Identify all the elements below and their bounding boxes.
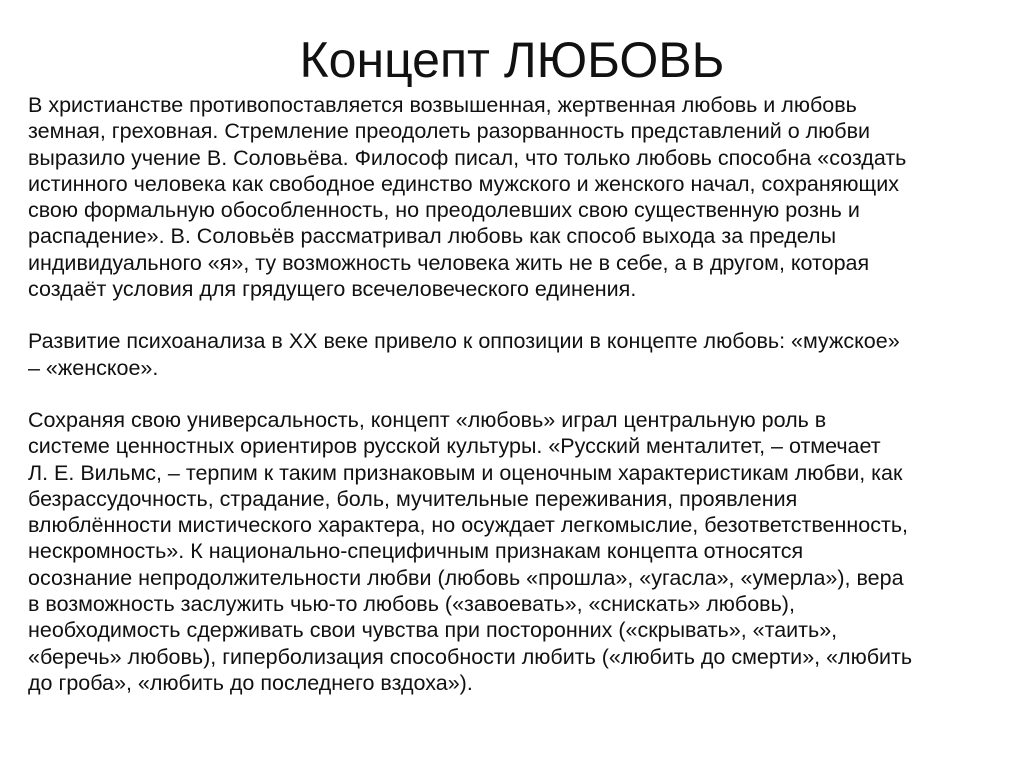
text-line: до гроба», «любить до последнего вздоха»). — [28, 670, 473, 695]
text-line: индивидуального «я», ту возможность человека жить не в себе, а в другом, которая — [28, 250, 870, 275]
text-line: Развитие психоанализа в XX веке привело к оппозиции в концепте любовь: «мужское» — [28, 329, 900, 354]
paragraph-psychoanalysis — [28, 328, 996, 381]
text-line: необходимость сдерживать свои чувства при посторонних («скрывать», «таить», — [28, 618, 838, 643]
text-line: «беречь» любовь), гиперболизация способности любить («любить до смерти», «любить — [28, 644, 913, 669]
text-line: Сохраняя свою универсальность, концепт «любовь» играл центральную роль в — [28, 407, 827, 432]
text-line: создаёт условия для грядущего всечеловеческого единения. — [28, 277, 637, 302]
slide-body — [28, 92, 996, 696]
text-line: системе ценностных ориентиров русской культуры. «Русский менталитет, – отмечает — [28, 434, 881, 459]
text-line: земная, греховная. Стремление преодолеть разорванность представлений о любви — [28, 119, 871, 144]
text-line: свою формальную обособленность, но преодолевших свою существенную рознь и — [28, 198, 860, 223]
slide-title: Концепт ЛЮБОВЬ — [299, 32, 725, 88]
text-line: в возможность заслужить чью-то любовь («завоевать», «снискать» любовь), — [28, 592, 795, 617]
text-line: влюблённости мистического характера, но осуждает легкомыслие, безответственность, — [28, 513, 908, 538]
text-line: нескромность». К национально-специфичным признакам концепта относятся — [28, 539, 804, 564]
text-line: осознание непродолжительности любви (любовь «прошла», «угасла», «умерла»), вера — [28, 565, 904, 590]
text-line: истинного человека как свободное единство мужского и женского начал, сохраняющих — [28, 171, 899, 196]
paragraph-christianity — [28, 92, 996, 302]
paragraph-russian-culture — [28, 407, 996, 696]
text-line: выразило учение В. Соловьёва. Философ писал, что только любовь способна «создать — [28, 145, 907, 170]
text-line: распадение». В. Соловьёв рассматривал любовь как способ выхода за пределы — [28, 224, 837, 249]
text-line: В христианстве противопоставляется возвышенная, жертвенная любовь и любовь — [28, 93, 857, 117]
text-line: безрассудочность, страдание, боль, мучительные переживания, проявления — [28, 486, 798, 511]
text-line: – «женское». — [28, 355, 159, 380]
text-line: Л. Е. Вильмс, – терпим к таким признаковым и оценочным характеристикам любви, как — [28, 460, 903, 485]
